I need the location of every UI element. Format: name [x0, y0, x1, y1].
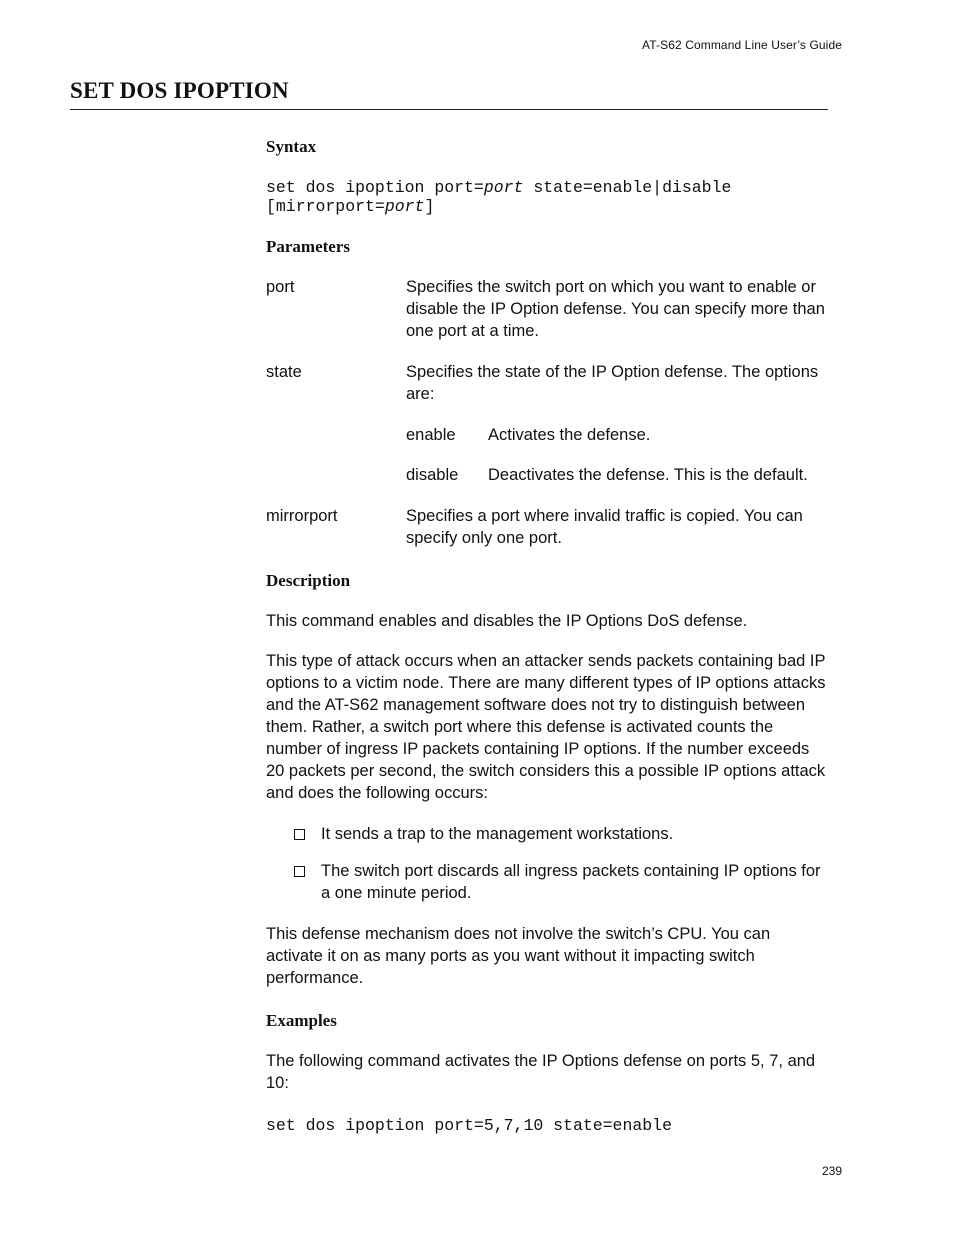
description-paragraph: This type of attack occurs when an attacker sends packets containing bad IP options to a victim node. There are many different types of IP options attacks and the AT-S62 management software does not try to distinguish between them. Rather, a switch port where this defense is activated counts the number of ingress IP packets containing IP options. If the number exceeds 20 packets per second, the switch considers this a possible IP options attack and does the following occurs:: [266, 652, 826, 802]
syntax-part: state=enable|disable [mirrorport=: [266, 178, 732, 216]
list-item-text: The switch port discards all ingress packets containing IP options for a one minute period.: [321, 862, 821, 902]
examples-paragraph: The following command activates the IP Options defense on ports 5, 7, and 10:: [266, 1052, 816, 1092]
parameters-heading: Parameters: [266, 237, 351, 256]
syntax-mirrorport-placeholder: port: [384, 197, 425, 216]
running-header: AT-S62 Command Line User’s Guide: [642, 38, 842, 52]
option-name: enable: [406, 426, 456, 444]
list-item: [294, 823, 828, 845]
syntax-command: [266, 178, 828, 216]
option-row: [406, 464, 828, 486]
syntax-part: ]: [424, 197, 435, 216]
checkbox-bullet-icon: [294, 829, 305, 840]
list-item: [294, 860, 828, 904]
example-command: set dos ipoption port=5,7,10 state=enable: [266, 1116, 672, 1135]
option-desc: Deactivates the defense. This is the default.: [488, 466, 808, 484]
description-heading: Description: [266, 571, 351, 590]
param-desc: Specifies the switch port on which you want to enable or disable the IP Option defense. You can specify more than one port at a time.: [406, 278, 825, 340]
param-name: mirrorport: [266, 507, 338, 525]
param-name: port: [266, 278, 295, 296]
description-paragraph: This command enables and disables the IP Options DoS defense.: [266, 612, 748, 630]
param-desc-text: Specifies the state of the IP Option defense. The options are:: [406, 363, 819, 403]
param-desc: [406, 361, 828, 486]
syntax-port-placeholder: port: [483, 178, 524, 197]
page-number: 239: [821, 1164, 842, 1178]
syntax-part: set dos ipoption port=: [266, 178, 484, 197]
page-title: SET DOS IPOPTION: [70, 78, 289, 103]
list-item-text: It sends a trap to the management workstations.: [321, 825, 674, 843]
param-mirrorport: [266, 505, 828, 549]
param-port: [266, 276, 828, 342]
param-name: state: [266, 363, 302, 381]
option-name: disable: [406, 466, 459, 484]
content: [266, 136, 828, 1135]
description-paragraph: This defense mechanism does not involve the switch’s CPU. You can activate it on as many ports as you want without it impacting switch performance.: [266, 925, 771, 987]
param-desc: Specifies a port where invalid traffic is copied. You can specify only one port.: [406, 507, 803, 547]
param-state: [266, 361, 828, 486]
option-row: [406, 424, 828, 446]
checkbox-bullet-icon: [294, 866, 305, 877]
examples-heading: Examples: [266, 1011, 337, 1030]
option-desc: Activates the defense.: [488, 426, 651, 444]
syntax-heading: Syntax: [266, 137, 317, 156]
title-rule: [70, 109, 828, 110]
